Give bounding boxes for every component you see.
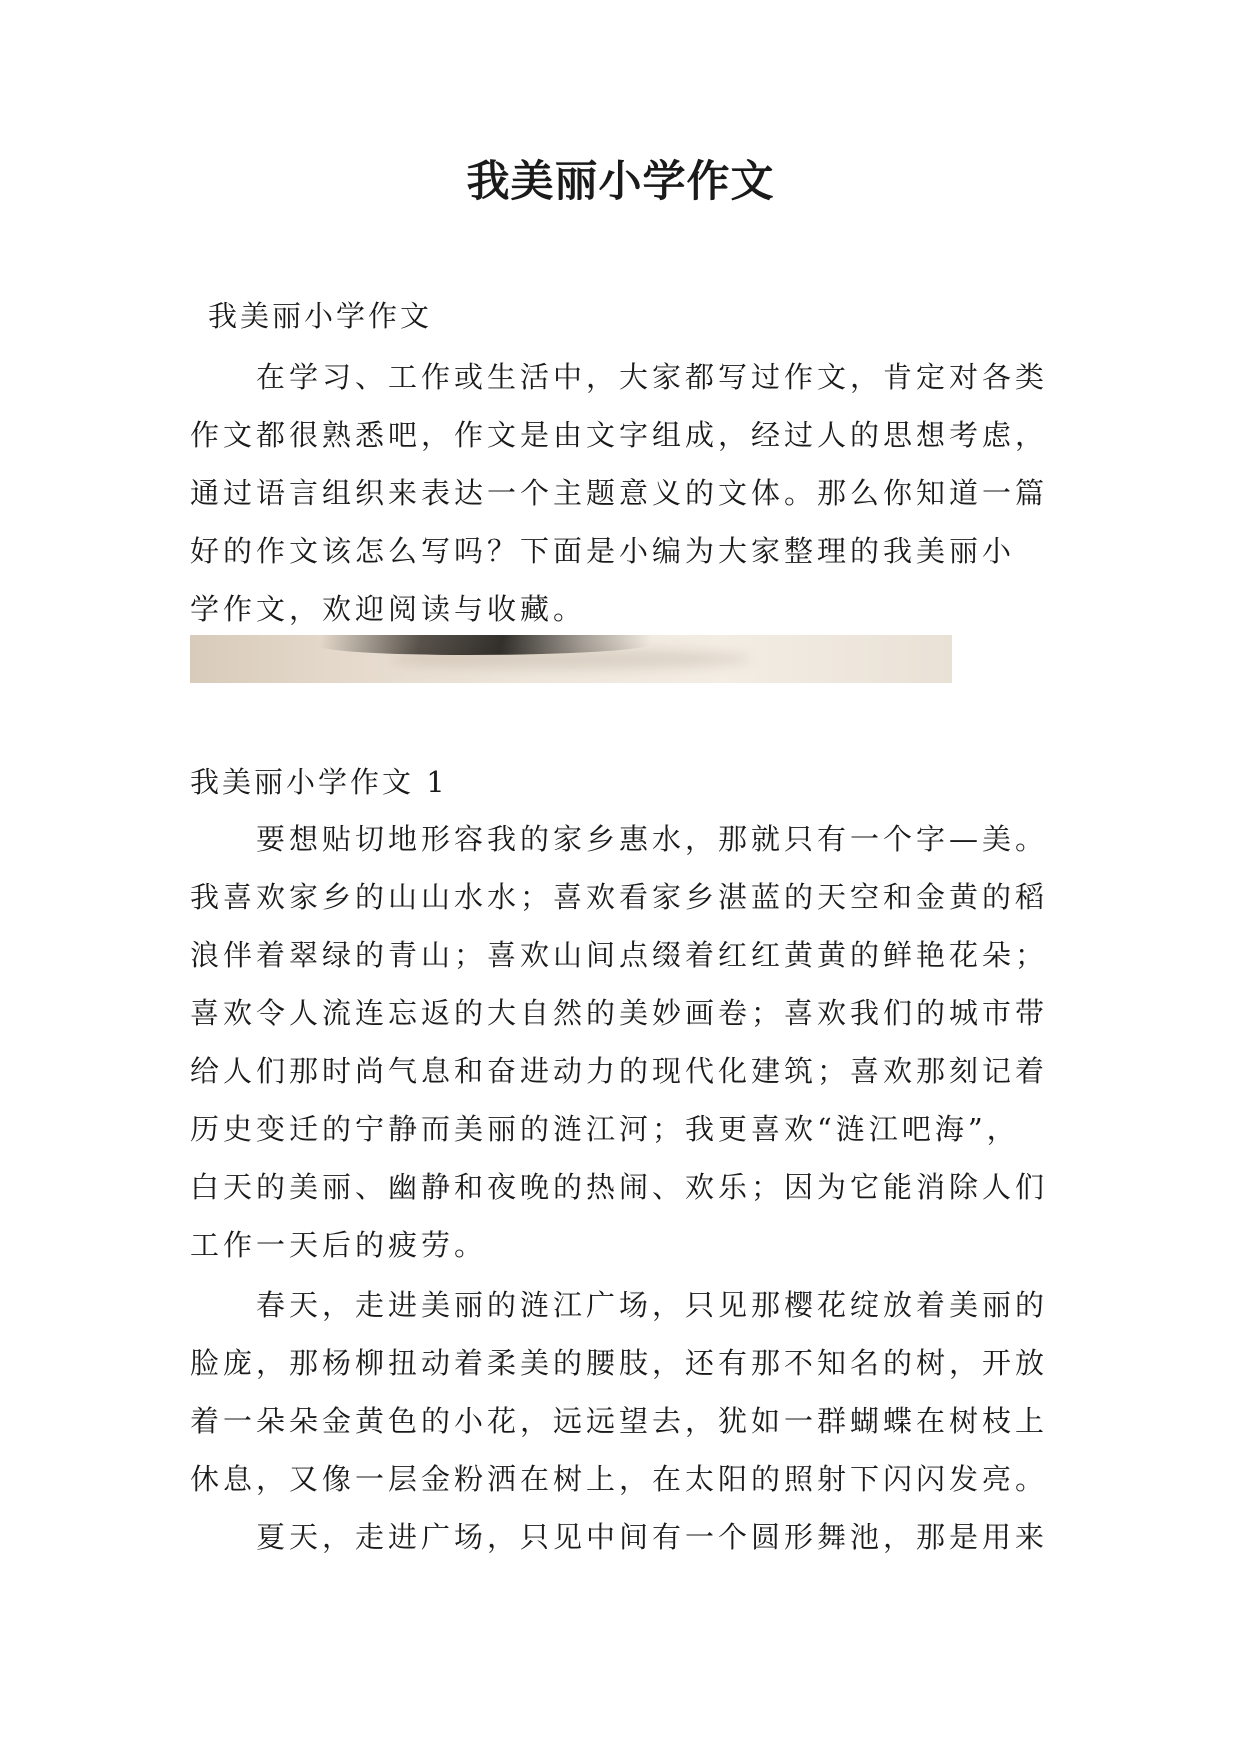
paragraph-1 <box>190 810 1060 1274</box>
document-title: 我美丽小学作文 <box>466 157 775 207</box>
paragraph-line: 春天，走进美丽的涟江广场，只见那樱花绽放着美丽的 <box>256 1288 1049 1322</box>
paragraph-line: 浪伴着翠绿的青山；喜欢山间点缀着红红黄黄的鲜艳花朵； <box>190 938 1049 972</box>
paragraph-line: 夏天，走进广场，只见中间有一个圆形舞池，那是用来 <box>256 1520 1049 1554</box>
paragraph-2 <box>190 1276 1060 1508</box>
paragraph-line: 着一朵朵金黄色的小花，远远望去，犹如一群蝴蝶在树枝上 <box>190 1404 1049 1438</box>
paragraph-line: 脸庞，那杨柳扭动着柔美的腰肢，还有那不知名的树，开放 <box>190 1346 1049 1380</box>
paragraph-line: 休息，又像一层金粉洒在树上，在太阳的照射下闪闪发亮。 <box>190 1462 1049 1496</box>
paragraph-line: 要想贴切地形容我的家乡惠水，那就只有一个字—美。 <box>256 822 1049 856</box>
paragraph-line: 给人们那时尚气息和奋进动力的现代化建筑；喜欢那刻记着 <box>190 1054 1049 1088</box>
banner-image <box>190 635 952 683</box>
paragraph-line: 工作一天后的疲劳。 <box>190 1228 488 1262</box>
intro-line: 在学习、工作或生活中，大家都写过作文，肯定对各类 <box>256 360 1049 394</box>
intro-line: 作文都很熟悉吧，作文是由文字组成，经过人的思想考虑， <box>190 418 1049 452</box>
intro-paragraph <box>190 348 1060 638</box>
section-heading: 我美丽小学作文 1 <box>190 765 448 799</box>
intro-line: 通过语言组织来表达一个主题意义的文体。那么你知道一篇 <box>190 476 1049 510</box>
paragraph-line: 历史变迁的宁静而美丽的涟江河；我更喜欢“涟江吧海”， <box>190 1112 1020 1146</box>
document-subheading: 我美丽小学作文 <box>208 299 433 333</box>
paragraph-3 <box>190 1508 1060 1566</box>
paragraph-line: 白天的美丽、幽静和夜晚的热闹、欢乐；因为它能消除人们 <box>190 1170 1049 1204</box>
paragraph-line: 我喜欢家乡的山山水水；喜欢看家乡湛蓝的天空和金黄的稻 <box>190 880 1049 914</box>
intro-line: 好的作文该怎么写吗？下面是小编为大家整理的我美丽小 <box>190 534 1016 568</box>
intro-line: 学作文，欢迎阅读与收藏。 <box>190 592 587 626</box>
paragraph-line: 喜欢令人流连忘返的大自然的美妙画卷；喜欢我们的城市带 <box>190 996 1049 1030</box>
